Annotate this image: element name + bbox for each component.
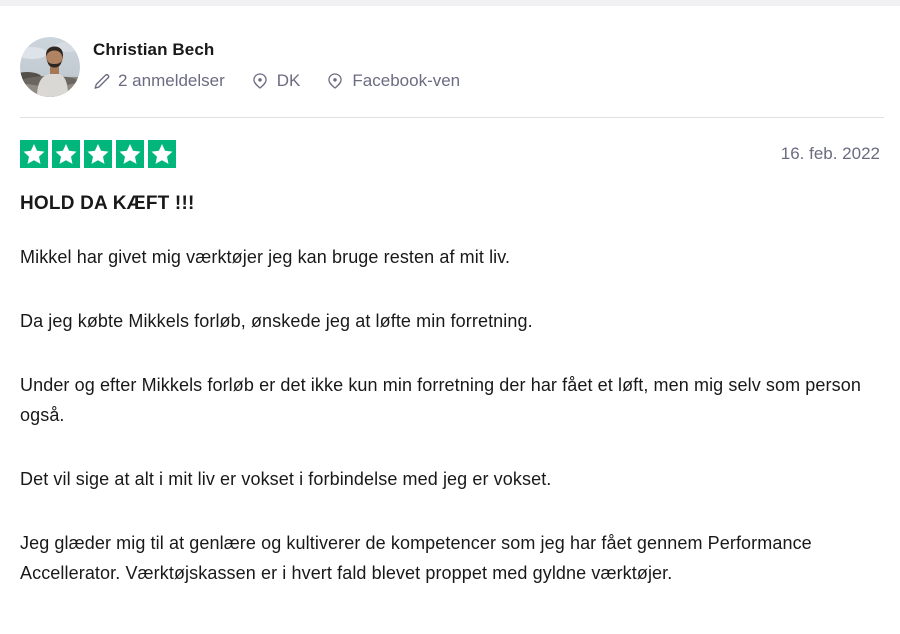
review-paragraph: Mikkel har givet mig værktøjer jeg kan bruge resten af mit liv.: [20, 247, 511, 267]
star-icon: [84, 140, 112, 168]
review-paragraph: Under og efter Mikkels forløb er det ikke kun min forretning der har fået et løft, men mig selv som person også.: [20, 375, 861, 425]
reviewer-name[interactable]: Christian Bech: [93, 40, 215, 59]
facebook-friend-label: Facebook-ven: [352, 71, 461, 90]
reviewer-info: [93, 37, 460, 91]
review-paragraph: Jeg glæder mig til at genlære og kultiverer de kompetencer som jeg har fået gennem Performance Accellerator. Værktøjskassen er i hvert fald blevet proppet med gyldne værktøjer.: [20, 533, 812, 583]
location-label: DK: [276, 71, 301, 90]
pencil-icon: [93, 73, 110, 90]
review-title[interactable]: HOLD DA KÆFT !!!: [20, 193, 195, 214]
star-icon: [20, 140, 48, 168]
star-icon: [148, 140, 176, 168]
reviewer-location: [251, 71, 301, 91]
star-rating: [20, 140, 176, 168]
reviewer-meta-row: [93, 71, 460, 91]
avatar-photo: [20, 37, 80, 97]
review-date: 16. feb. 2022: [780, 144, 880, 163]
location-pin-icon: [326, 72, 344, 90]
review-content: [0, 118, 900, 588]
review-count: [93, 71, 225, 91]
location-pin-icon: [251, 72, 269, 90]
reviewer-header: [0, 6, 900, 117]
star-icon: [116, 140, 144, 168]
review-count-label: 2 anmeldelser: [118, 71, 225, 90]
review-text: [20, 242, 878, 588]
star-icon: [52, 140, 80, 168]
avatar[interactable]: [20, 37, 80, 97]
rating-row: [20, 140, 880, 168]
facebook-friend-badge: [326, 71, 460, 91]
review-paragraph: Det vil sige at alt i mit liv er vokset i forbindelse med jeg er vokset.: [20, 469, 552, 489]
review-paragraph: Da jeg købte Mikkels forløb, ønskede jeg at løfte min forretning.: [20, 311, 533, 331]
